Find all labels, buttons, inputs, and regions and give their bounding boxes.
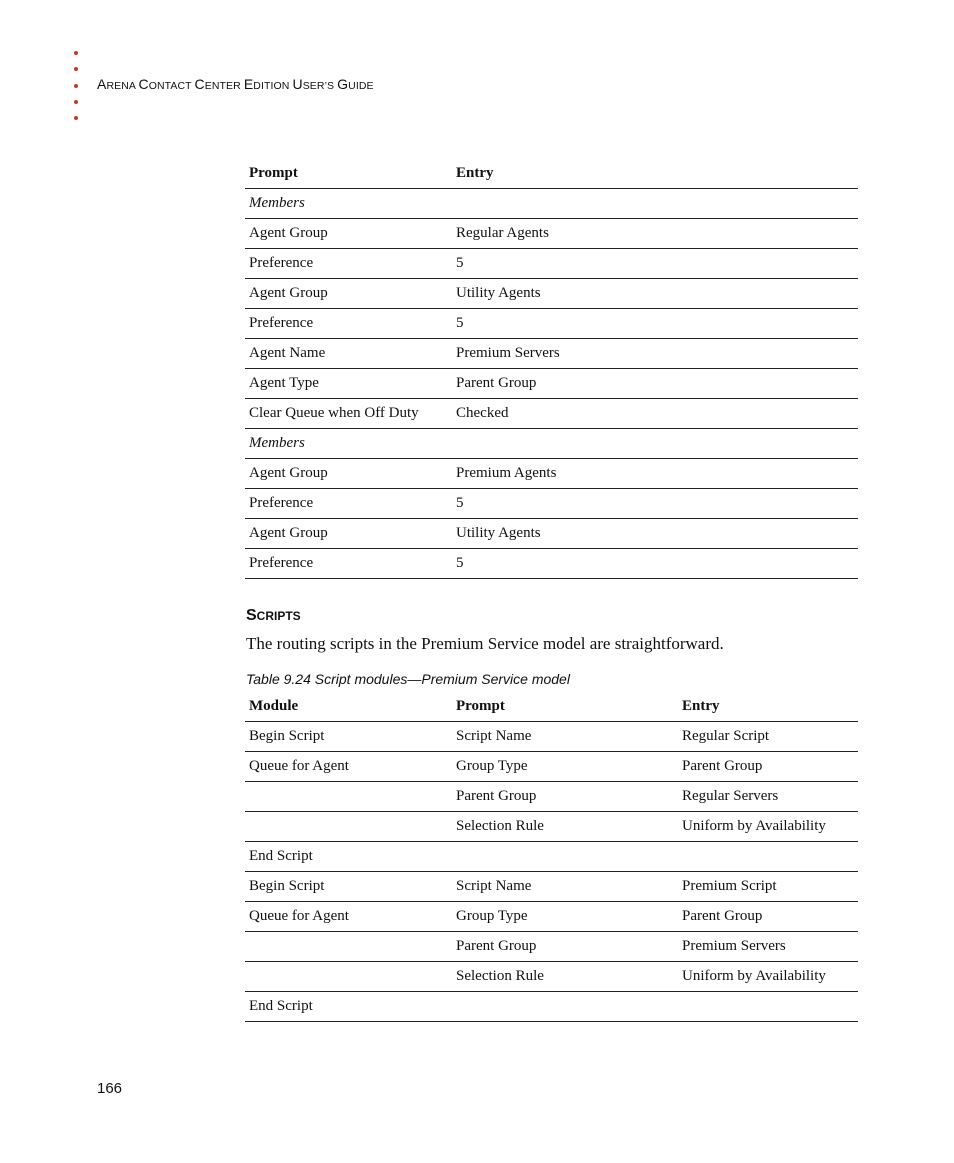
- table-cell: [452, 992, 678, 1022]
- table-row: [245, 932, 858, 962]
- column-header-entry: Entry: [452, 158, 858, 189]
- running-header: [97, 76, 374, 92]
- section-heading-scripts: SCRIPTS: [246, 607, 301, 624]
- bullet-icon: [74, 100, 78, 104]
- table-cell: [452, 842, 678, 872]
- table-cell: [452, 429, 858, 459]
- table-cell: Queue for Agent: [245, 902, 452, 932]
- table-cell: Utility Agents: [452, 279, 858, 309]
- table-cell: End Script: [245, 842, 452, 872]
- table-cell: Queue for Agent: [245, 752, 452, 782]
- table-row: [245, 519, 858, 549]
- bullet-icon: [74, 116, 78, 120]
- table-row: [245, 782, 858, 812]
- bullet-icon: [74, 84, 78, 88]
- table-cell: Utility Agents: [452, 519, 858, 549]
- table-cell: Members: [245, 189, 452, 219]
- table-cell: Preference: [245, 489, 452, 519]
- page-number: 166: [97, 1080, 123, 1097]
- table-header-row: [245, 691, 858, 722]
- table-cell: Regular Script: [678, 722, 858, 752]
- table-row: [245, 459, 858, 489]
- header-word: EDITION: [243, 76, 293, 92]
- table-cell: Premium Script: [678, 872, 858, 902]
- table-row: [245, 429, 858, 459]
- table-cell: Uniform by Availability: [678, 812, 858, 842]
- table-row: [245, 812, 858, 842]
- table-cell: Premium Agents: [452, 459, 858, 489]
- table-cell: [245, 782, 452, 812]
- table-cell: 5: [452, 489, 858, 519]
- table-row: [245, 369, 858, 399]
- table-cell: End Script: [245, 992, 452, 1022]
- bullet-icon: [74, 67, 78, 71]
- table-cell: 5: [452, 549, 858, 579]
- table-cell: Agent Type: [245, 369, 452, 399]
- script-modules-table: [245, 691, 858, 1022]
- table-cell: Parent Group: [452, 932, 678, 962]
- column-header-prompt: Prompt: [245, 158, 452, 189]
- table-cell: Parent Group: [452, 369, 858, 399]
- table-cell: [452, 189, 858, 219]
- table-cell: Regular Agents: [452, 219, 858, 249]
- table-row: [245, 489, 858, 519]
- table-row: [245, 279, 858, 309]
- table-cell: Begin Script: [245, 872, 452, 902]
- header-word: ARENA: [97, 76, 139, 92]
- table-row: [245, 309, 858, 339]
- column-header-entry: Entry: [678, 691, 858, 722]
- header-word: GUIDE: [337, 76, 374, 92]
- table-row: [245, 249, 858, 279]
- table-cell: [678, 842, 858, 872]
- table-row: [245, 842, 858, 872]
- table-caption: Table 9.24 Script modules—Premium Service model: [246, 671, 570, 687]
- table-cell: Parent Group: [678, 752, 858, 782]
- column-header-module: Module: [245, 691, 452, 722]
- table-cell: Script Name: [452, 722, 678, 752]
- table-cell: Parent Group: [452, 782, 678, 812]
- table-row: [245, 399, 858, 429]
- table-cell: Checked: [452, 399, 858, 429]
- table-cell: Group Type: [452, 752, 678, 782]
- table-cell: Agent Group: [245, 279, 452, 309]
- header-word: CENTER: [194, 76, 244, 92]
- table-cell: Agent Group: [245, 519, 452, 549]
- table-cell: Group Type: [452, 902, 678, 932]
- bullet-icon: [74, 51, 78, 55]
- table-cell: 5: [452, 249, 858, 279]
- table-row: [245, 549, 858, 579]
- table-row: [245, 992, 858, 1022]
- table-header-row: [245, 158, 858, 189]
- table-cell: Clear Queue when Off Duty: [245, 399, 452, 429]
- table-cell: Selection Rule: [452, 962, 678, 992]
- table-cell: Regular Servers: [678, 782, 858, 812]
- table-cell: [245, 812, 452, 842]
- table-cell: [245, 932, 452, 962]
- table-cell: [245, 962, 452, 992]
- table-row: [245, 189, 858, 219]
- table-cell: Selection Rule: [452, 812, 678, 842]
- header-word: USER’S: [292, 76, 338, 92]
- column-header-prompt: Prompt: [452, 691, 678, 722]
- table-cell: Begin Script: [245, 722, 452, 752]
- table-cell: Premium Servers: [452, 339, 858, 369]
- table-row: [245, 872, 858, 902]
- table-cell: Agent Group: [245, 459, 452, 489]
- table-row: [245, 722, 858, 752]
- table-cell: Preference: [245, 549, 452, 579]
- table-cell: Parent Group: [678, 902, 858, 932]
- table-cell: [678, 992, 858, 1022]
- table-cell: Preference: [245, 309, 452, 339]
- table-cell: Uniform by Availability: [678, 962, 858, 992]
- header-word: CONTACT: [138, 76, 195, 92]
- section-intro-text: The routing scripts in the Premium Service model are straightforward.: [246, 634, 724, 653]
- table-cell: Agent Group: [245, 219, 452, 249]
- table-cell: Script Name: [452, 872, 678, 902]
- table-row: [245, 902, 858, 932]
- table-cell: Agent Name: [245, 339, 452, 369]
- table-cell: Premium Servers: [678, 932, 858, 962]
- agent-members-table: [245, 158, 858, 579]
- table-cell: Members: [245, 429, 452, 459]
- table-cell: Preference: [245, 249, 452, 279]
- table-cell: 5: [452, 309, 858, 339]
- table-row: [245, 752, 858, 782]
- table-row: [245, 219, 858, 249]
- table-row: [245, 962, 858, 992]
- table-row: [245, 339, 858, 369]
